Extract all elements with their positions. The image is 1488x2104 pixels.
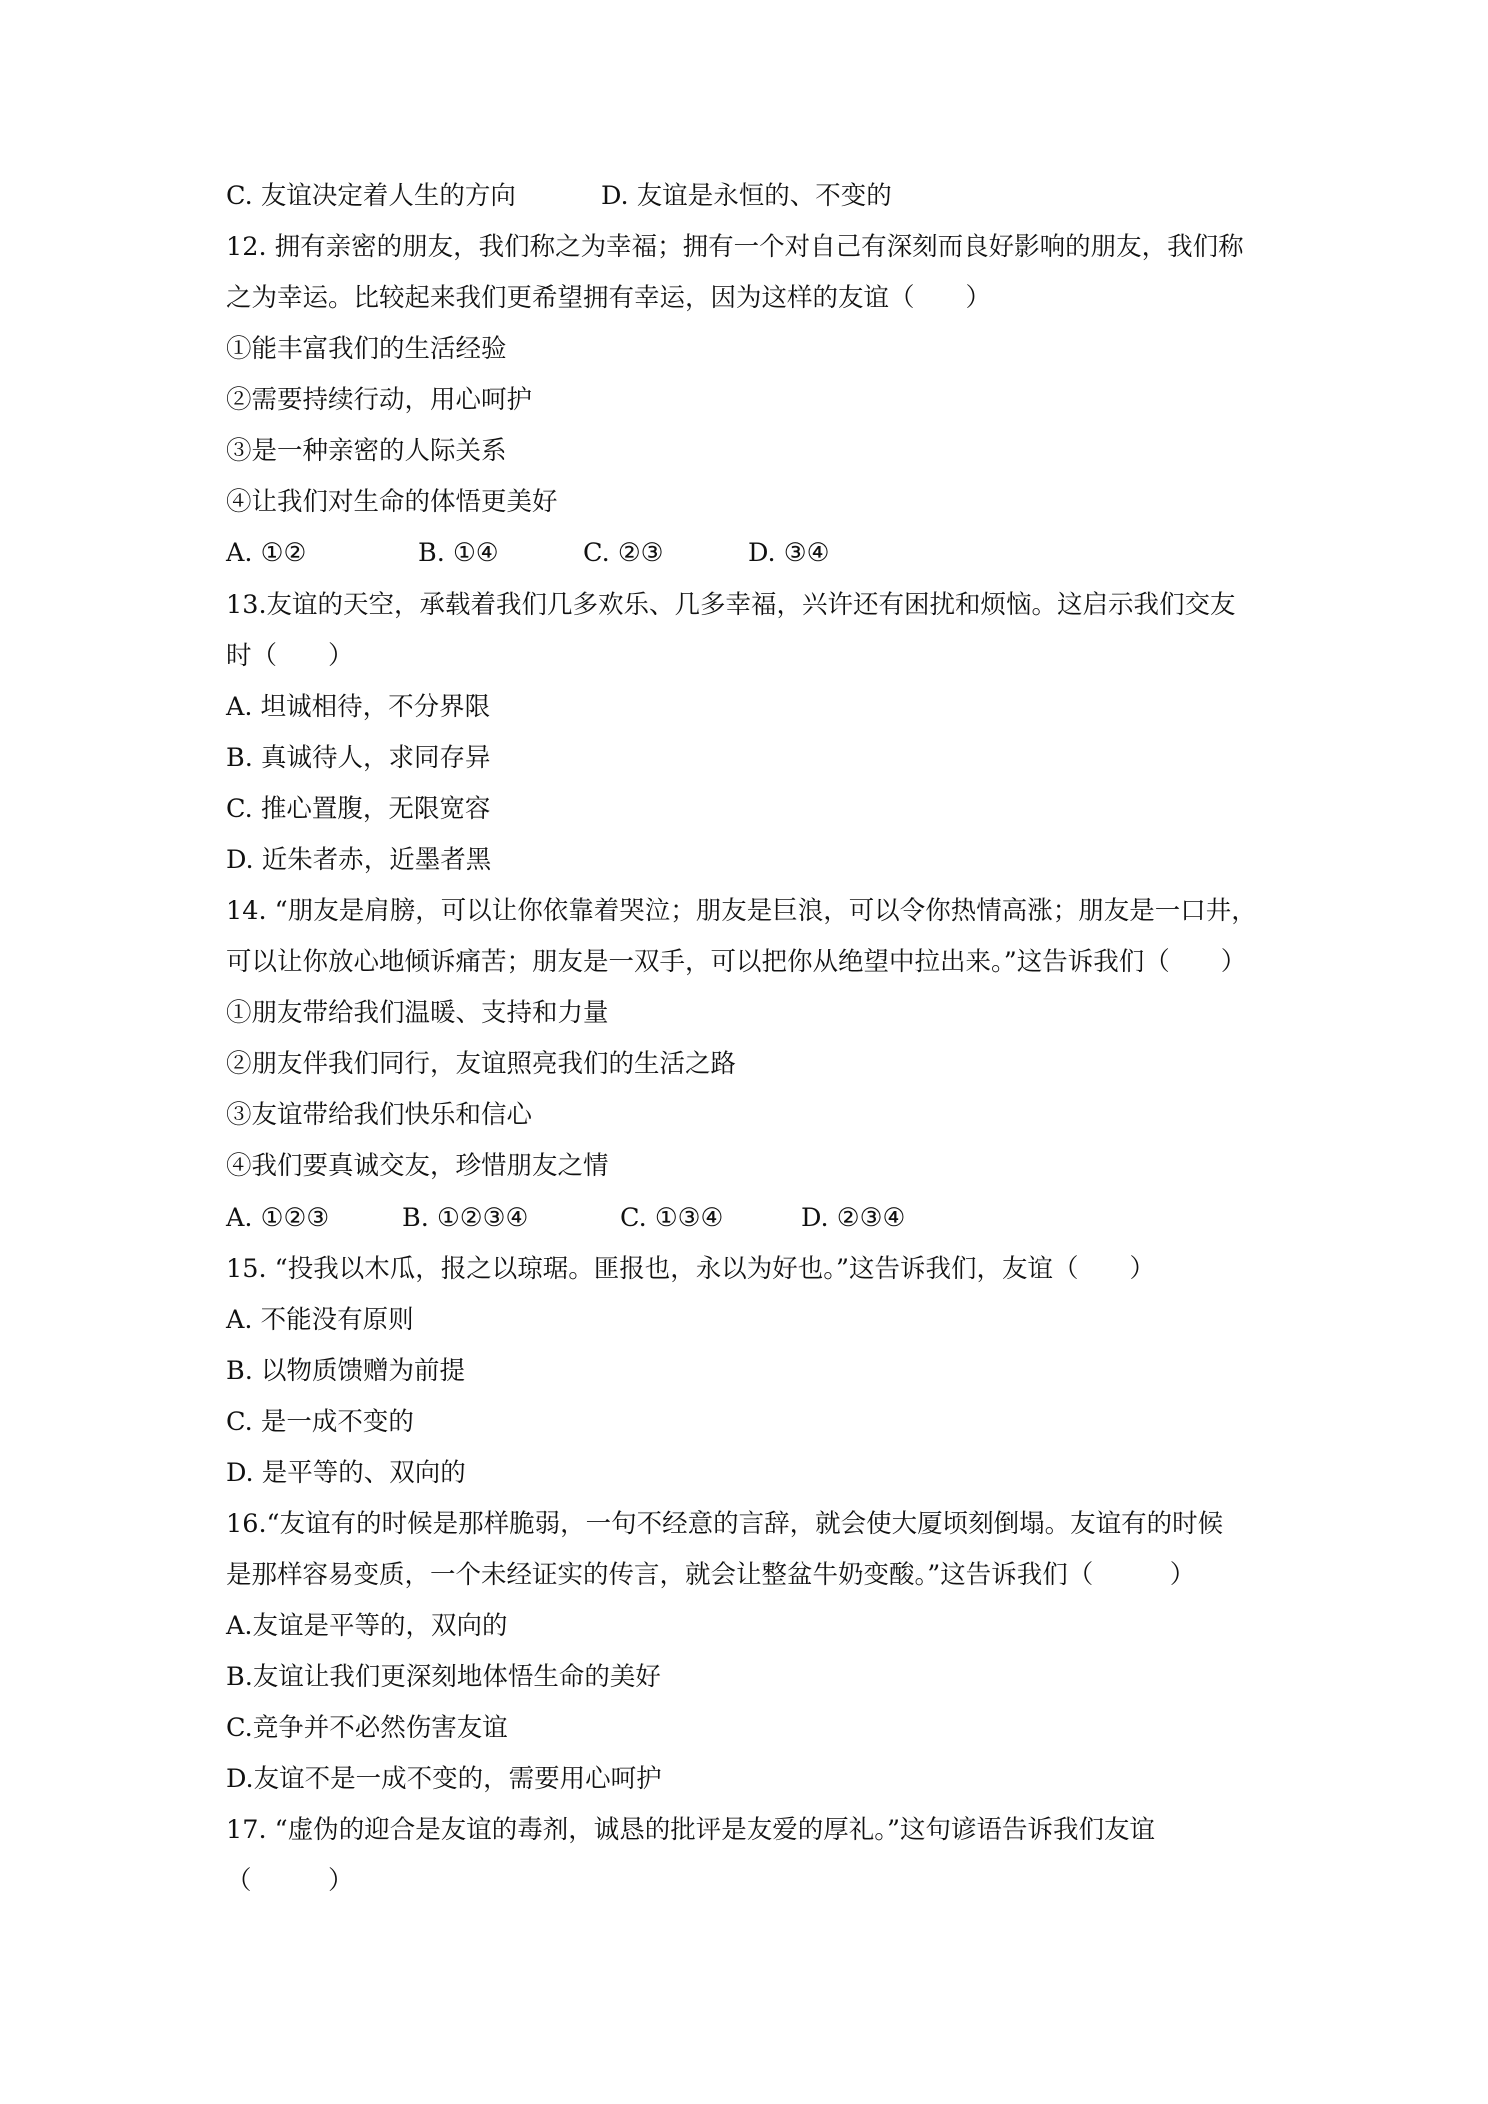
- q14-option-b: B. ①②③④: [402, 1203, 529, 1233]
- text: 16.“友谊有的时候是那样脆弱，一句不经意的言辞，就会使大厦顷刻倒塌。友谊有的时候: [226, 1509, 1224, 1539]
- q14-option-d: D. ②③④: [801, 1203, 906, 1233]
- q15-option-d: [226, 1448, 1276, 1498]
- q12-stem-line-1: [226, 222, 1276, 272]
- q16-stem-line-2: [226, 1550, 1276, 1600]
- q17-stem-line-1: [226, 1805, 1276, 1855]
- q14-item-3: [226, 1090, 1276, 1140]
- text: 12. 拥有亲密的朋友，我们称之为幸福；拥有一个对自己有深刻而良好影响的朋友，我们称: [226, 232, 1244, 262]
- q16-option-d: [226, 1754, 1276, 1804]
- q14-item-2: [226, 1039, 1276, 1089]
- q12-option-d: D. ③④: [748, 538, 830, 568]
- q12-option-a: A. ①②: [226, 538, 307, 568]
- text: ②朋友伴我们同行，友谊照亮我们的生活之路: [226, 1049, 737, 1079]
- q12-item-3: [226, 426, 1276, 476]
- text: C. 推心置腹，无限宽容: [226, 794, 491, 824]
- q15-option-a: [226, 1295, 1276, 1345]
- text: B.友谊让我们更深刻地体悟生命的美好: [226, 1662, 661, 1692]
- text: 是那样容易变质，一个未经证实的传言，就会让整盆牛奶变酸。”这告诉我们（ ）: [226, 1560, 1196, 1590]
- text: A. 坦诚相待，不分界限: [226, 692, 491, 722]
- q12-option-b: B. ①④: [418, 538, 499, 568]
- q17-stem-line-2: [226, 1856, 1276, 1906]
- text: C.竞争并不必然伤害友谊: [226, 1713, 508, 1743]
- q13-stem-line-2: [226, 631, 1276, 681]
- text: D. 近朱者赤，近墨者黑: [226, 845, 492, 875]
- text: 13.友谊的天空，承载着我们几多欢乐、几多幸福，兴许还有困扰和烦恼。这启示我们交友: [226, 590, 1236, 620]
- q14-option-a: A. ①②③: [226, 1203, 330, 1233]
- q13-option-c: [226, 784, 1276, 834]
- text: A. 不能没有原则: [226, 1305, 414, 1335]
- text: ①朋友带给我们温暖、支持和力量: [226, 998, 609, 1028]
- text: ③友谊带给我们快乐和信心: [226, 1100, 533, 1130]
- q12-stem-line-2: [226, 273, 1276, 323]
- q13-stem-line-1: [226, 580, 1276, 630]
- text: 可以让你放心地倾诉痛苦；朋友是一双手，可以把你从绝望中拉出来。”这告诉我们（ ）: [226, 947, 1247, 977]
- text: 14. “朋友是肩膀，可以让你依靠着哭泣；朋友是巨浪，可以令你热情高涨；朋友是一口井，: [226, 896, 1257, 926]
- text: ③是一种亲密的人际关系: [226, 436, 507, 466]
- q12-option-c: C. ②③: [583, 538, 664, 568]
- text: D.友谊不是一成不变的，需要用心呵护: [226, 1764, 662, 1794]
- q14-options-row: [226, 1193, 1276, 1243]
- text: 15. “投我以木瓜，报之以琼琚。匪报也，永以为好也。”这告诉我们，友谊（ ）: [226, 1254, 1155, 1284]
- text: A.友谊是平等的，双向的: [226, 1611, 508, 1641]
- text: ④我们要真诚交友，珍惜朋友之情: [226, 1151, 609, 1181]
- q14-option-c: C. ①③④: [620, 1203, 724, 1233]
- q14-stem-line-2: [226, 937, 1276, 987]
- text: C. 是一成不变的: [226, 1407, 414, 1437]
- q16-option-a: [226, 1601, 1276, 1651]
- q12-item-2: [226, 375, 1276, 425]
- text: 17. “虚伪的迎合是友谊的毒剂，诚恳的批评是友爱的厚礼。”这句谚语告诉我们友谊: [226, 1815, 1155, 1845]
- q12-item-4: [226, 477, 1276, 527]
- q13-option-d: [226, 835, 1276, 885]
- q15-option-b: [226, 1346, 1276, 1396]
- text: D. 是平等的、双向的: [226, 1458, 466, 1488]
- text: ④让我们对生命的体悟更美好: [226, 487, 558, 517]
- q15-stem: [226, 1244, 1276, 1294]
- q16-option-c: [226, 1703, 1276, 1753]
- q13-option-b: [226, 733, 1276, 783]
- q11-option-c: C. 友谊决定着人生的方向: [226, 181, 516, 211]
- text: （ ）: [226, 1866, 354, 1896]
- q11-options-row: [226, 171, 1276, 221]
- q14-item-1: [226, 988, 1276, 1038]
- q16-stem-line-1: [226, 1499, 1276, 1549]
- text: B. 以物质馈赠为前提: [226, 1356, 465, 1386]
- q14-stem-line-1: [226, 886, 1276, 936]
- text: 时（ ）: [226, 641, 354, 671]
- q16-option-b: [226, 1652, 1276, 1702]
- text: ①能丰富我们的生活经验: [226, 334, 507, 364]
- q13-option-a: [226, 682, 1276, 732]
- q14-item-4: [226, 1141, 1276, 1191]
- q11-option-d: D. 友谊是永恒的、不变的: [601, 181, 892, 211]
- q12-item-1: [226, 324, 1276, 374]
- text: B. 真诚待人，求同存异: [226, 743, 491, 773]
- text: ②需要持续行动，用心呵护: [226, 385, 533, 415]
- text: 之为幸运。比较起来我们更希望拥有幸运，因为这样的友谊（ ）: [226, 283, 992, 313]
- q12-options-row: [226, 528, 1276, 578]
- q15-option-c: [226, 1397, 1276, 1447]
